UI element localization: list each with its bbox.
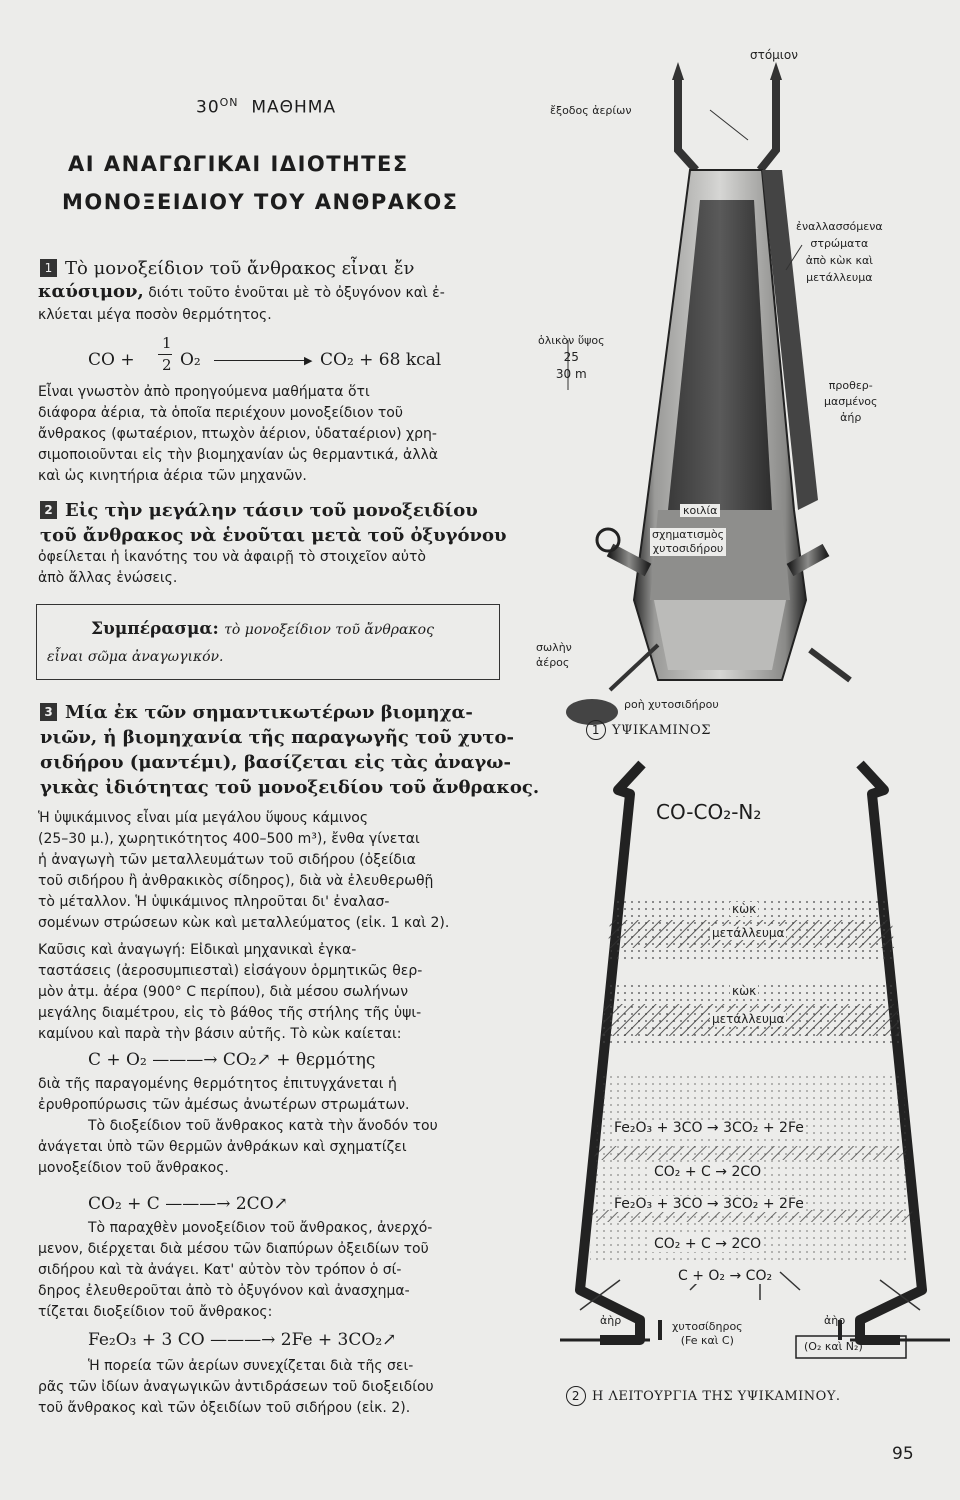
section-1-body — [38, 382, 538, 487]
label-koilia: κοιλία — [680, 504, 720, 517]
eq-frac-den: 2 — [162, 356, 172, 374]
s3-body-line: ταστάσεις (ἀεροσυμπιεσταὶ) εἰσάγουν ὁρμητικῶς θερ- — [38, 963, 423, 979]
s1-body-line: ἄνθρακος (φωταέριον, πτωχὸν ἀέριον, ὑδαταέριον) χρη- — [38, 426, 437, 442]
layer-label-coke-1: κὼκ — [732, 902, 757, 916]
air-pipe-line: ἀέρος — [536, 656, 570, 669]
s3-body-line: μὸν ἀτμ. ἀέρα (900° C περίπου), διὰ μέσου σωλήνων — [38, 984, 409, 1000]
s1-body-line: διάφορα ἀέρια, τὰ ὁποῖα περιέχουν μονοξείδιον τοῦ — [38, 405, 403, 421]
s3-head-line: γικὰς ἰδιότητας τοῦ μονοξειδίου τοῦ ἄνθρακος. — [40, 777, 540, 798]
eq-arrowhead: ▶ — [304, 354, 313, 367]
lesson-number-suffix: ΟΝ — [219, 96, 239, 109]
s3-body-line: Ἡ ὑψικάμινος εἶναι μία μεγάλου ὕψους κάμινος — [38, 810, 369, 826]
section-1-heading-a: Τὸ μονοξείδιον τοῦ ἄνθρακος εἶναι ἔν — [65, 258, 415, 279]
reaction-1: Fe₂O₃ + 3CO → 3CO₂ + 2Fe — [614, 1120, 804, 1136]
s3-body-line: τίζεται διοξείδιον τοῦ ἄνθρακος: — [38, 1304, 273, 1320]
conclusion-label: Συμπέρασμα: — [91, 619, 219, 639]
formation-line: χυτοσιδήρου — [652, 542, 724, 555]
eq-arrow — [214, 360, 310, 361]
section-3-number: 3 — [40, 703, 57, 721]
section-1-heading-b — [38, 281, 538, 304]
s3-head-line: σιδήρου (μαντέμι), βασίζεται εἰς τὰς ἀναγω- — [40, 752, 511, 773]
reaction-5: C + O₂ → CO₂ — [678, 1268, 773, 1284]
s3-body-line: τὸ μέταλλον. Ἡ ὑψικάμινος πληροῦται δι' ἐναλασ- — [38, 894, 390, 910]
section-2-heading-b: τοῦ ἄνθρακος νὰ ἑνοῦται μετὰ τοῦ ὀξυγόνου — [40, 525, 507, 546]
s3-body-line: σομένων στρώσεων κὼκ καὶ μεταλλεύματος (εἰκ. 1 καὶ 2). — [38, 915, 450, 931]
section-2-heading-a: Εἰς τὴν μεγάλην τάσιν τοῦ μονοξειδίου — [65, 500, 478, 521]
s3-body-line: τοῦ ἄνθρακος καὶ τῶν ὀξειδίων τοῦ σιδήρου (εἰκ. 2). — [38, 1400, 411, 1416]
label-total-height — [538, 332, 605, 383]
hearth — [654, 600, 786, 670]
gas-exit-pipe-right — [760, 80, 776, 170]
reaction-2: CO₂ + C → 2CO — [654, 1164, 762, 1180]
iron-line: χυτοσίδηρος — [672, 1320, 743, 1333]
tap-hole — [610, 645, 658, 690]
label-gas-exit: ἔξοδος ἀερίων — [550, 104, 632, 117]
figure-2-number: 2 — [566, 1386, 586, 1406]
page-title-line1: ΑΙ ΑΝΑΓΩΓΙΚΑΙ ΙΔΙΟΤΗΤΕΣ — [68, 152, 409, 176]
s3-body-line: (25–30 μ.), χωρητικότητος 400–500 m³), ἔνθα γίνεται — [38, 831, 420, 847]
section-1-heading-b-rest: διότι τοῦτο ἑνοῦται μὲ τὸ ὀξυγόνον καὶ ἐ- — [143, 285, 445, 301]
section-3-body-2 — [38, 940, 538, 1045]
section-3-body-3 — [38, 1074, 538, 1179]
section-1-heading — [40, 256, 540, 281]
alt-line: στρώματα — [810, 237, 869, 250]
top-gases-label: CO-CO₂-N₂ — [656, 800, 762, 824]
keyword-kausimon: καύσιμον, — [38, 281, 144, 302]
reaction-4: CO₂ + C → 2CO — [654, 1236, 762, 1252]
reaction-3: Fe₂O₃ + 3CO → 3CO₂ + 2Fe — [614, 1196, 804, 1212]
label-air-right: ἀὴρ — [824, 1314, 846, 1327]
page-number: 95 — [892, 1444, 914, 1464]
s3-body-line: Ἡ πορεία τῶν ἀερίων συνεχίζεται διὰ τῆς σει- — [88, 1358, 414, 1374]
gas-exit-pipe-left — [678, 80, 696, 170]
section-1-number: 1 — [40, 259, 57, 277]
section-3-body-1 — [38, 808, 538, 934]
s3-body-line: μονοξείδιον τοῦ ἄνθρακος. — [38, 1160, 229, 1176]
lesson-word: ΜΑΘΗΜΑ — [251, 97, 337, 118]
section-2-heading — [40, 498, 540, 523]
arrow-up-left — [672, 62, 684, 80]
label-pig-iron-formation — [650, 528, 726, 556]
label-air-left: ἀὴρ — [600, 1314, 622, 1327]
label-air-pipe — [536, 640, 572, 670]
equation-carbon-combustion: C + O₂ ———→ CO₂↗ + θερμότης — [88, 1050, 376, 1070]
s3-body-line: ἐρυθροπύρωσις τῶν ἀμέσως ἀνωτέρων στρωμάτων. — [38, 1097, 410, 1113]
eq-frac-num: 1 — [162, 334, 172, 352]
s3-head-line: Μία ἐκ τῶν σημαντικωτέρων βιομηχα- — [65, 702, 473, 723]
s3-body-line: Καῦσις καὶ ἀναγωγή: Εἰδικαὶ μηχανικαὶ ἐγκα- — [38, 942, 357, 958]
s3-body-line: σιδήρου καὶ τὰ ἀνάγει. Κατ' αὐτὸν τὸν τρόπον ὁ σί- — [38, 1262, 402, 1278]
label-stomion: στόμιον — [750, 48, 798, 62]
conclusion-text-b: εἶναι σῶμα ἀναγωγικόν. — [47, 649, 224, 665]
s2-body-line: ὀφείλεται ἡ ἱκανότης του νὰ ἀφαιρῇ τὸ στοιχεῖον αὐτὸ — [38, 549, 426, 565]
section-2-body — [38, 547, 538, 589]
section-3-body-5 — [38, 1356, 538, 1419]
label-pig-iron-flow: ροὴ χυτοσιδήρου — [624, 698, 719, 711]
s3-body-line: δηρος ἐλευθεροῦται ἀπὸ τὸ ὀξυγόνον καὶ ἀνασχημα- — [38, 1283, 410, 1299]
s1-body-line: Εἶναι γνωστὸν ἀπὸ προηγούμενα μαθήματα ὅτι — [38, 384, 370, 400]
label-pig-iron — [672, 1320, 743, 1348]
eq-right: CO₂ + 68 kcal — [320, 350, 442, 370]
lesson-number: 30 — [196, 97, 220, 118]
label-alternating-layers — [796, 218, 883, 286]
blast-furnace-drawing — [550, 40, 950, 770]
alt-line: μετάλλευμα — [806, 271, 873, 284]
page-title-line2: ΜΟΝΟΞΕΙΔΙΟΥ ΤΟΥ ΑΝΘΡΑΚΟΣ — [62, 190, 459, 214]
conclusion-box — [36, 604, 500, 680]
section-3-body-4 — [38, 1218, 538, 1323]
section-1-heading-c: κλύεται μέγα ποσὸν θερμότητος. — [38, 307, 272, 323]
formation-line: σχηματισμὸς — [652, 528, 725, 541]
eq-frac-bar — [158, 354, 172, 355]
section-3-heading — [40, 700, 540, 800]
s3-body-line: Τὸ διοξείδιον τοῦ ἄνθρακος κατὰ τὴν ἄνοδόν του — [88, 1118, 438, 1134]
s1-body-line: καὶ ὡς κινητήρια ἀέρια τῶν μηχανῶν. — [38, 468, 307, 484]
figure-2-caption — [566, 1386, 841, 1406]
conclusion-line1 — [91, 619, 434, 639]
s3-head-line: νιῶν, ἡ βιομηχανία τῆς παραγωγῆς τοῦ χυτο- — [40, 727, 514, 748]
figure-1-caption — [586, 720, 711, 740]
equation-iron-oxide-reduction: Fe₂O₃ + 3 CO ———→ 2Fe + 3CO₂↗ — [88, 1330, 397, 1350]
alt-line: ἐναλλασσόμενα — [796, 220, 883, 233]
label-o2-n2: (O₂ καὶ N₂) — [804, 1340, 863, 1353]
alt-line: ἀπὸ κὼκ καὶ — [805, 254, 873, 267]
height-line: 25 — [563, 350, 579, 364]
s3-body-line: μενον, διέρχεται διὰ μέσου τῶν διαπύρων ὀξειδίων τοῦ — [38, 1241, 429, 1257]
preheated-line: ἀήρ — [840, 411, 862, 424]
s3-body-line: διὰ τῆς παραγομένης θερμότητος ἐπιτυγχάνεται ἡ — [38, 1076, 397, 1092]
preheated-line: προθερ- — [828, 379, 873, 392]
figure-1-blast-furnace — [536, 40, 950, 770]
preheated-line: μασμένος — [824, 395, 878, 408]
s3-body-line: ἀνάγεται ὑπὸ τῶν θερμῶν ἀνθράκων καὶ σχηματίζει — [38, 1139, 407, 1155]
layer-label-ore-1: μετάλλευμα — [712, 926, 785, 940]
s1-body-line: σιμοποιοῦνται εἰς τὴν βιομηχανίαν ὡς θερμαντικά, ἀλλὰ — [38, 447, 439, 463]
conclusion-text-a: τὸ μονοξείδιον τοῦ ἄνθρακος — [224, 622, 434, 638]
s3-body-line: ρᾶς τῶν ἰδίων ἀναγωγικῶν ἀντιδράσεων τοῦ διοξειδίου — [38, 1379, 434, 1395]
s3-body-line: ἡ ἀναγωγὴ τῶν μεταλλευμάτων τοῦ σιδήρου (ὀξείδια — [38, 852, 416, 868]
eq-left: CO + — [88, 350, 135, 370]
s3-body-line: τοῦ σιδήρου ἢ ἀνθρακικὸς σίδηρος), διὰ νὰ ἐλευθερωθῇ — [38, 873, 434, 889]
layer-label-ore-2: μετάλλευμα — [712, 1012, 785, 1026]
s3-body-line: Τὸ παραχθὲν μονοξείδιον τοῦ ἄνθρακος, ἀνερχό- — [88, 1220, 433, 1236]
label-preheated-air — [824, 378, 878, 426]
air-pipe-line: σωλὴν — [536, 641, 572, 654]
equation-co2-reduction: CO₂ + C ———→ 2CO↗ — [88, 1194, 288, 1214]
figure-2-title: Η ΛΕΙΤΟΥΡΓΙΑ ΤΗΣ ΥΨΙΚΑΜΙΝΟΥ. — [592, 1389, 841, 1404]
air-valve-left — [597, 529, 619, 551]
figure-2-furnace-operation — [560, 760, 950, 1420]
iron-line: (Fe καὶ C) — [680, 1334, 734, 1347]
s3-body-line: καμίνου καὶ παρὰ τὴν βάσιν αὐτῆς. Τὸ κὼκ καίεται: — [38, 1026, 402, 1042]
s3-body-line: μεγάλης διαμέτρου, εἰς τὸ βάθος τῆς στήλης τῆς ὑψι- — [38, 1005, 422, 1021]
height-line: ὁλικὸν ὕψος — [538, 334, 605, 347]
lesson-heading — [196, 96, 336, 118]
s2-body-line: ἀπὸ ἄλλας ἑνώσεις. — [38, 570, 178, 586]
eq-o2: O₂ — [180, 350, 201, 370]
figure-1-number: 1 — [586, 720, 606, 740]
section-2-number: 2 — [40, 501, 57, 519]
layer-label-coke-2: κὼκ — [732, 984, 757, 998]
arrow-up-right — [770, 62, 782, 80]
figure-1-title: ΥΨΙΚΑΜΙΝΟΣ — [612, 723, 711, 738]
height-line: 30 m — [555, 367, 587, 381]
hot-air-pipe — [810, 650, 850, 680]
